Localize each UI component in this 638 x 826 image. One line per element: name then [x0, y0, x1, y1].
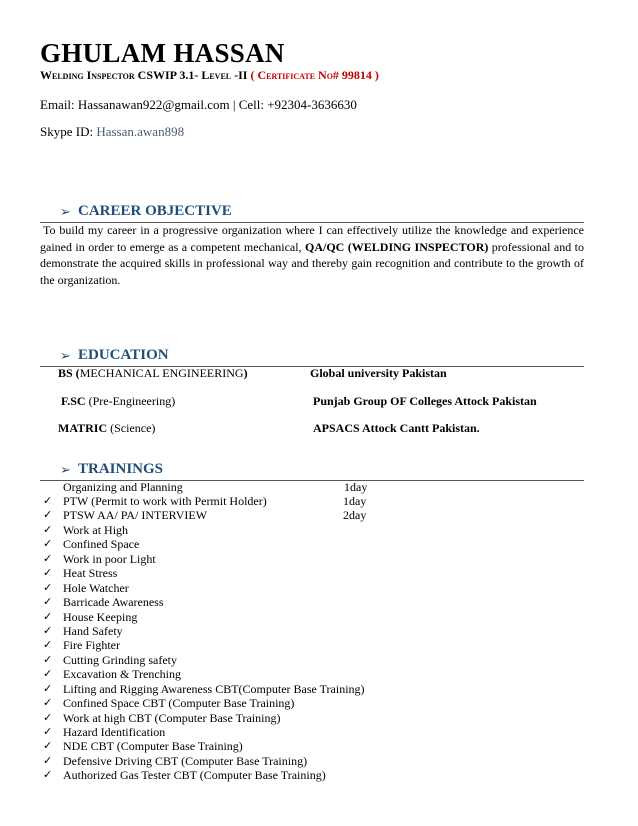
training-item-label: NDE CBT (Computer Base Training): [63, 739, 243, 754]
training-duration: 1day: [344, 480, 368, 494]
arrow-bullet-icon: ➢: [60, 348, 71, 363]
candidate-name: GHULAM HASSAN: [40, 38, 285, 68]
education-degree-fsc: F.SC (Pre-Engineering): [61, 394, 176, 408]
trainings-list: [40, 494, 584, 783]
training-item-label: Defensive Driving CBT (Computer Base Training): [63, 753, 308, 768]
contact-line: Email: Hassanawan922@gmail.com | Cell: +92304-3636630: [40, 97, 357, 112]
arrow-bullet-icon: ➢: [60, 204, 71, 219]
job-title: [40, 68, 379, 83]
skype-label: Skype ID:: [40, 124, 97, 139]
training-item-label: PTSW AA/ PA/ INTERVIEW: [63, 508, 208, 523]
checkmark-icon: ✓: [43, 697, 53, 710]
skype-handle: Hassan.awan898: [96, 124, 185, 139]
section-title: TRAININGS: [78, 461, 164, 477]
training-item: [40, 725, 584, 739]
training-item-label: Lifting and Rigging Awareness CBT(Computer Base Training): [63, 681, 365, 696]
checkmark-icon: ✓: [43, 495, 53, 507]
training-duration: 2day: [343, 508, 367, 522]
trainings-heading: [40, 461, 584, 481]
job-title-main: Welding Inspector CSWIP 3.1- Level -II: [40, 68, 251, 82]
checkmark-icon: ✓: [43, 668, 53, 681]
certificate-number: ( Certificate No# 99814 ): [250, 68, 379, 82]
training-item: [40, 653, 584, 667]
checkmark-icon: ✓: [43, 769, 53, 782]
training-item-label: Work at high CBT (Computer Base Training): [63, 710, 281, 725]
checkmark-icon: ✓: [43, 523, 53, 536]
training-item: [40, 581, 584, 595]
training-item-label: Barricade Awareness: [63, 595, 164, 610]
education-institute-matric: APSACS Attock Cantt Pakistan.: [313, 421, 480, 435]
checkmark-icon: ✓: [43, 538, 53, 551]
training-item: [40, 508, 584, 522]
training-item: [40, 696, 584, 710]
training-item: [40, 624, 584, 638]
training-item-label: Excavation & Trenching: [63, 667, 181, 682]
training-item-label: Fire Fighter: [63, 638, 120, 653]
checkmark-icon: ✓: [43, 509, 53, 522]
training-duration: 1day: [343, 494, 367, 508]
career-objective-text: To build my career in a progressive organization where I can effectively utilize the knowledge and experience gained in order to emerge as a competent mechanical, QA/QC (WELDING INSPECTOR) professional and to demonstrate the acquired skills in professional way and thereby gain recognition and contribute to the growth of the organization.: [40, 223, 585, 287]
checkmark-icon: ✓: [43, 653, 53, 666]
training-item: [40, 667, 584, 681]
education-degree-matric: MATRIC (Science): [58, 421, 156, 435]
skype-line: [40, 124, 184, 140]
education-heading: [40, 347, 584, 367]
checkmark-icon: ✓: [43, 740, 53, 753]
section-title: EDUCATION: [78, 347, 169, 363]
checkmark-icon: ✓: [43, 639, 53, 652]
training-item: [40, 523, 584, 537]
section-title: CAREER OBJECTIVE: [78, 203, 232, 219]
training-item-label: Work in poor Light: [63, 551, 156, 566]
checkmark-icon: ✓: [43, 552, 53, 565]
checkmark-icon: ✓: [43, 581, 53, 594]
checkmark-icon: ✓: [43, 682, 53, 695]
training-item-label: Hazard Identification: [63, 725, 166, 739]
training-item: [40, 754, 584, 768]
training-item: [40, 739, 584, 753]
training-item: [40, 711, 584, 725]
checkmark-icon: ✓: [43, 754, 53, 767]
checkmark-icon: ✓: [43, 726, 53, 738]
training-item-label: Hand Safety: [63, 623, 123, 638]
training-item: [40, 566, 584, 580]
checkmark-icon: ✓: [43, 610, 53, 623]
arrow-bullet-icon: ➢: [60, 462, 71, 477]
training-item-label: House Keeping: [63, 609, 138, 624]
checkmark-icon: ✓: [43, 596, 53, 609]
training-item-label: Work at High: [63, 522, 129, 537]
training-item: [40, 494, 584, 508]
training-item-label: Hole Watcher: [63, 580, 129, 595]
training-item-organizing: Organizing and Planning: [63, 480, 183, 494]
checkmark-icon: ✓: [43, 711, 53, 724]
training-item: [40, 682, 584, 696]
training-item: [40, 595, 584, 609]
education-institute-bs: Global university Pakistan: [310, 366, 447, 380]
checkmark-icon: ✓: [43, 624, 53, 637]
training-item: [40, 638, 584, 652]
education-degree-bs: BS (MECHANICAL ENGINEERING): [58, 366, 248, 380]
training-item-label: Cutting Grinding safety: [63, 652, 177, 667]
checkmark-icon: ✓: [43, 567, 53, 580]
career-objective-heading: [40, 203, 584, 223]
training-item-label: Confined Space CBT (Computer Base Training): [63, 696, 295, 711]
education-institute-fsc: Punjab Group OF Colleges Attock Pakistan: [313, 394, 537, 408]
training-item-label: Confined Space: [63, 537, 140, 552]
training-item: [40, 552, 584, 566]
training-item-label: Authorized Gas Tester CBT (Computer Base Training): [63, 768, 326, 783]
training-item: [40, 537, 584, 551]
training-item: [40, 610, 584, 624]
training-item-label: Heat Stress: [63, 566, 118, 581]
training-item-label: PTW (Permit to work with Permit Holder): [63, 494, 267, 508]
training-item: [40, 768, 584, 782]
